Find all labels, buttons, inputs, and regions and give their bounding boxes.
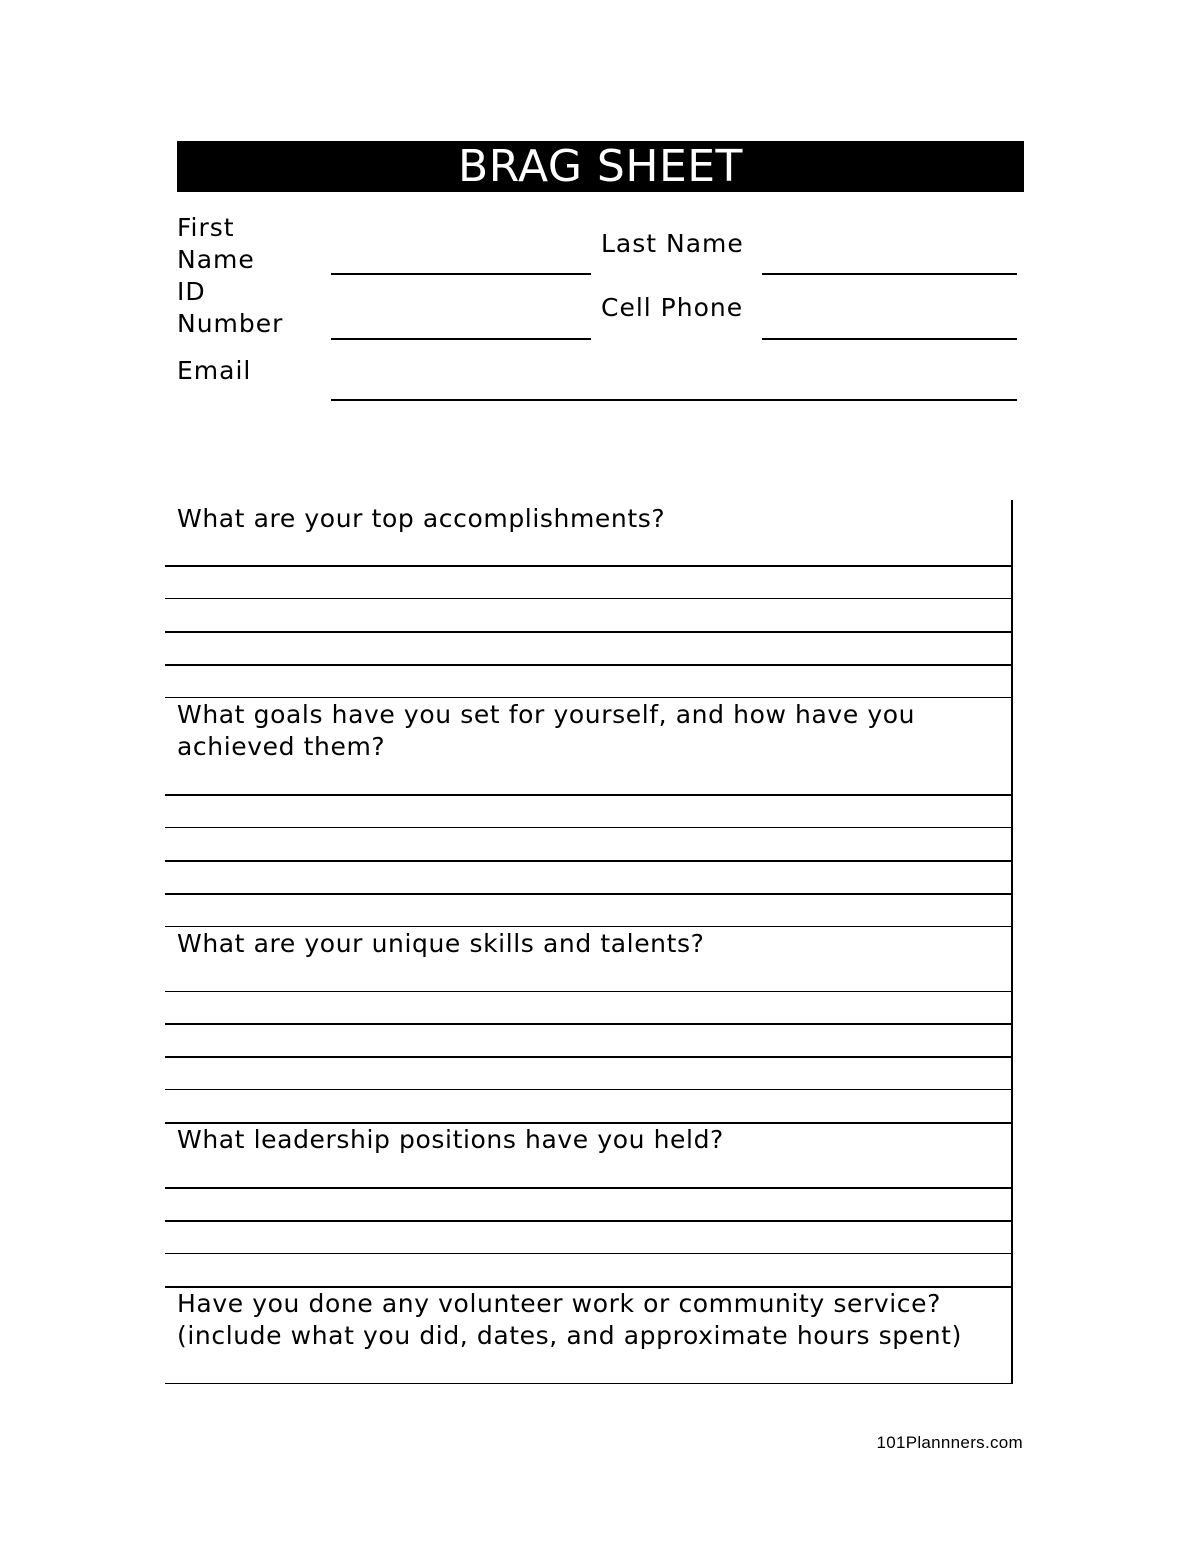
cell-phone-label: Cell Phone bbox=[601, 293, 744, 322]
cell-phone-field[interactable] bbox=[762, 338, 1017, 340]
email-field[interactable] bbox=[331, 399, 1017, 401]
last-name-field[interactable] bbox=[762, 273, 1017, 275]
answer-line[interactable] bbox=[165, 631, 1012, 633]
answer-line[interactable] bbox=[165, 926, 1012, 927]
footer-website: 101Plannners.com bbox=[876, 1433, 1023, 1452]
first-name-label: First Name bbox=[177, 213, 255, 274]
question-skills: What are your unique skills and talents? bbox=[177, 929, 705, 958]
answer-line[interactable] bbox=[165, 664, 1012, 666]
question-volunteer: Have you done any volunteer work or community service? (include what you did, dates, and approximate hours spent) bbox=[177, 1289, 962, 1350]
answer-line[interactable] bbox=[165, 991, 1012, 992]
last-name-label: Last Name bbox=[601, 229, 744, 258]
answer-line[interactable] bbox=[165, 1187, 1012, 1189]
email-label: Email bbox=[177, 356, 252, 385]
page-title: BRAG SHEET bbox=[177, 141, 1024, 192]
question-goals: What goals have you set for yourself, and how have you achieved them? bbox=[177, 700, 916, 761]
answer-line[interactable] bbox=[165, 1383, 1012, 1384]
answer-line[interactable] bbox=[165, 893, 1012, 895]
answer-line[interactable] bbox=[165, 794, 1012, 796]
answer-line[interactable] bbox=[165, 565, 1012, 567]
question-leadership: What leadership positions have you held? bbox=[177, 1125, 724, 1154]
answer-line[interactable] bbox=[165, 1023, 1012, 1025]
answer-line[interactable] bbox=[165, 1220, 1012, 1222]
answer-line[interactable] bbox=[165, 697, 1012, 698]
id-number-field[interactable] bbox=[331, 338, 591, 340]
answer-line[interactable] bbox=[165, 1056, 1012, 1058]
answer-line[interactable] bbox=[165, 1089, 1012, 1090]
question-accomplishments: What are your top accomplishments? bbox=[177, 504, 666, 533]
answer-line[interactable] bbox=[165, 860, 1012, 862]
answer-line[interactable] bbox=[165, 1253, 1012, 1254]
first-name-field[interactable] bbox=[331, 273, 591, 275]
answer-line[interactable] bbox=[165, 827, 1012, 828]
answer-line[interactable] bbox=[165, 598, 1012, 599]
id-number-label: ID Number bbox=[177, 277, 284, 338]
